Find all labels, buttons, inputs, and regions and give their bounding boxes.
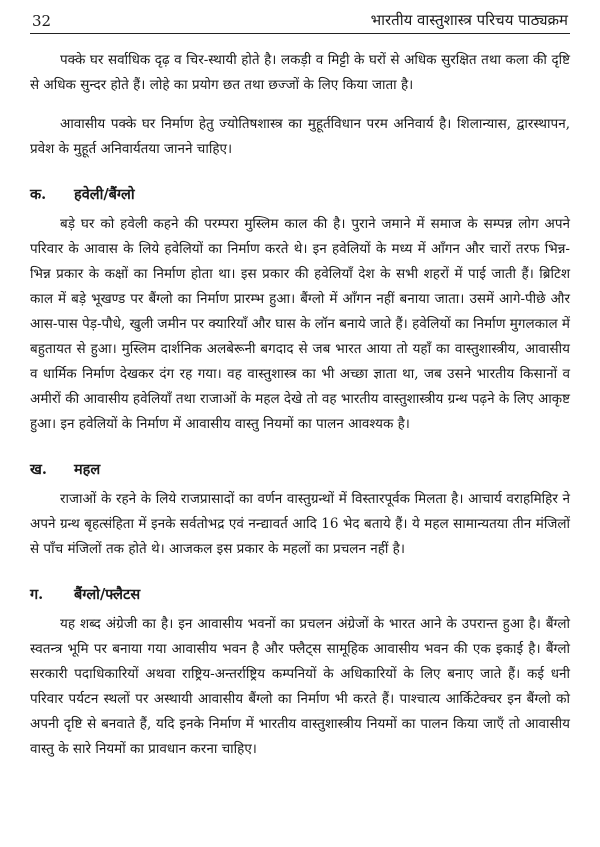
page-number: 32 (32, 12, 52, 30)
page-header (30, 10, 570, 33)
section-paragraph: राजाओं के रहने के लिये राजप्रासादों का वर्णन वास्तुग्रन्थों में विस्तारपूर्वक मिलता है। आचार्य वराहमिहिर ने अपने ग्रन्थ बृहत्संहिता में इनके सर्वतोभद्र एवं नन्द्यावर्त आदि 16 भेद बताये हैं। ये महल सामान्यतया तीन मंजिलों से पाँच मंजिलों तक होते थे। आजकल इस प्रकार के महलों का प्रचलन नहीं है। (30, 491, 570, 557)
header-rule (30, 33, 570, 34)
section-number: ग. (30, 586, 44, 603)
section-number: ख. (30, 461, 47, 478)
section-paragraph: यह शब्द अंग्रेजी का है। इन आवासीय भवनों का प्रचलन अंग्रेजों के भारत आने के उपरान्त हुआ है। बैंग्लो स्वतन्त्र भूमि पर बनाया गया आवासीय भवन है और फ्लैट्स सामूहिक आवासीय भवन की एक इकाई है। बैंग्लो सरकारी पदाधिकारियों अथवा राष्ट्रिय-अन्तर्राष्ट्रिय कम्पनियों के अधिकारियों के लिए बनाए जाते हैं। कई धनी परिवार पर्यटन स्थलों पर अस्थायी आवासीय बैंग्लो का निर्माण भी करते हैं। पाश्चात्य आर्किटेक्चर इन बैंग्लो को अपनी दृष्टि से बनवाते हैं, यदि इनके निर्माण में भारतीय वास्तुशास्त्रीय नियमों का पालन किया जाएँ तो आवासीय वास्तु के सारे नियमों का प्रावधान करना चाहिए। (30, 616, 570, 757)
section-heading-mahal (30, 459, 570, 479)
section-title: महल (74, 461, 101, 478)
section-heading-haveli (30, 184, 570, 204)
section-paragraph: बड़े घर को हवेली कहने की परम्परा मुस्लिम काल की है। पुराने जमाने में समाज के सम्पन्न लोग अपने परिवार के आवास के लिये हवेलियों का निर्माण करते थे। इन हवेलियों के मध्य में आँगन और चारों तरफ भिन्न-भिन्न प्रकार के कक्षों का निर्माण होता था। इस प्रकार की हवेलियाँ देश के सभी शहरों में पाई जाती हैं। ब्रिटिश काल में बड़े भूखण्ड पर बैंग्लो का निर्माण प्रारम्भ हुआ। बैंग्लो में आँगन नहीं बनाया जाता। उसमें आगे-पीछे और आस-पास पेड़-पौधे, खुली जमीन पर क्यारियाँ और घास के लॉन बनाये जाते हैं। हवेलियों का निर्माण मुगलकाल में बहुतायत से हुआ। मुस्लिम दार्शनिक अलबेरूनी बगदाद से जब भारत आया तो यहाँ का वास्तुशास्त्रीय, आवासीय व धार्मिक निर्माण देखकर दंग रह गया। वह वास्तुशास्त्र का भी अच्छा ज्ञाता था, जब उसने भारतीय किसानों व अमीरों की आवासीय हवेलियाँ तथा राजाओं के महल देखे तो वह भारतीय वास्तुशास्त्रीय ग्रन्थ पढ़ने के लिए आकृष्ट हुआ। इन हवेलियों के निर्माण में आवासीय वास्तु नियमों का पालन आवश्यक है। (30, 216, 571, 432)
intro-paragraph-2: आवासीय पक्के घर निर्माण हेतु ज्योतिषशास्त्र का मुहूर्तविधान परम अनिवार्य है। शिलान्यास, द्वारस्थापन, प्रवेश के मुहूर्त अनिवार्यतया जानने चाहिए। (30, 116, 570, 157)
intro-paragraph-1: पक्के घर सर्वाधिक दृढ़ व चिर-स्थायी होते है। लकड़ी व मिट्टी के घरों से अधिक सुरक्षित तथा कला की दृष्टि से अधिक सुन्दर होते हैं। लोहे का प्रयोग छत तथा छज्जों के लिए किया जाता है। (30, 52, 570, 93)
section-heading-bunglow-flats (30, 584, 570, 604)
running-title: भारतीय वास्तुशास्त्र परिचय पाठ्यक्रम (370, 11, 568, 29)
section-title: बैंग्लो/फ्लैटस (74, 586, 141, 603)
section-title: हवेली/बैंग्लो (74, 186, 135, 203)
section-number: क. (30, 186, 47, 203)
